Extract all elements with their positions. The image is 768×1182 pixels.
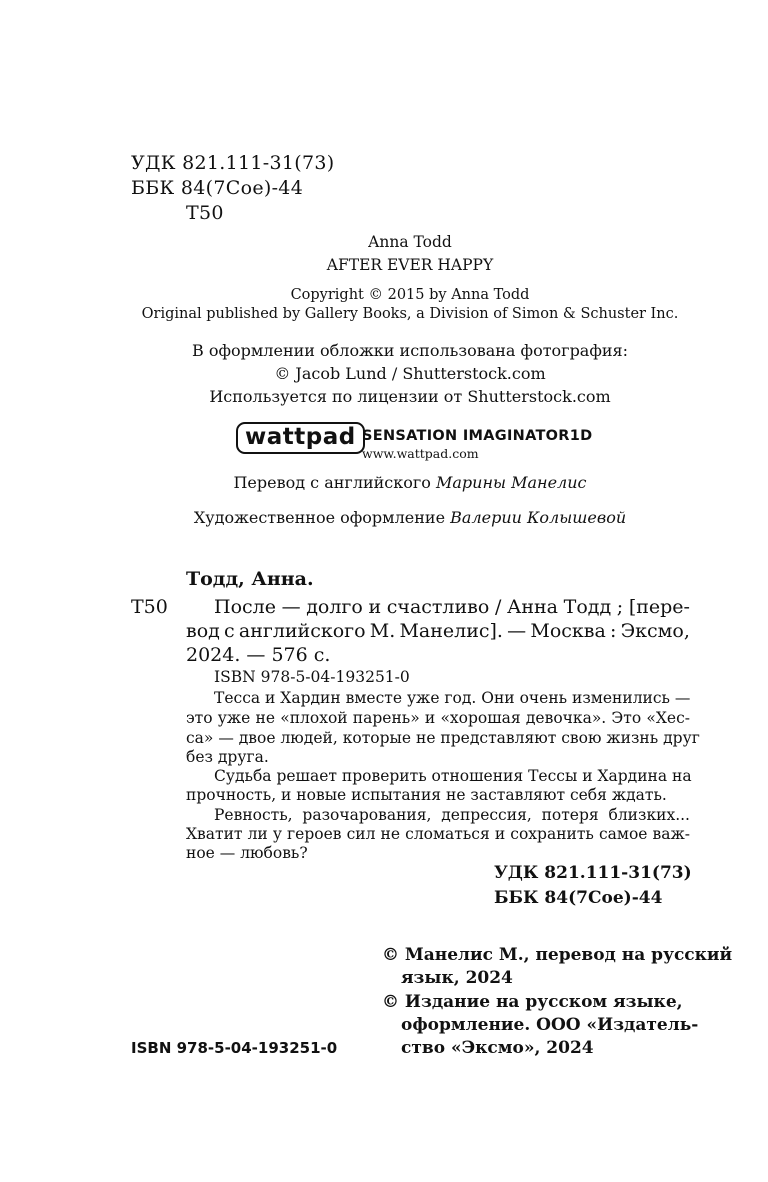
biblio-word: и [368, 596, 382, 618]
biblio-author: Тодд, Анна. [186, 568, 314, 590]
biblio-word: После [214, 596, 276, 618]
biblio-line-1 [214, 596, 690, 618]
design-credit [0, 508, 768, 527]
biblio-word: долго [306, 596, 363, 618]
annotation-line: Хватит ли у героев сил не сломаться и сохранить самое важ- [186, 825, 690, 843]
wattpad-tagline: SENSATION IMAGINATOR1D [362, 428, 593, 444]
translation-prefix: Перевод с английского [233, 473, 436, 492]
annotation-line: ное — любовь? [186, 844, 308, 862]
biblio-line-2 [186, 620, 690, 642]
biblio-word: / [494, 596, 502, 618]
rights-edition-l1: © Издание на русском языке, [382, 992, 683, 1012]
original-title: AFTER EVER HAPPY [326, 256, 494, 274]
rights-translation-l1: © Манелис М., перевод на русский [382, 945, 733, 965]
biblio-word: — [507, 620, 527, 642]
biblio-word: Тодд [563, 596, 612, 618]
biblio-word: : [609, 620, 617, 642]
copyright-line: Copyright © 2015 by Anna Todd [290, 287, 530, 303]
translation-credit [0, 473, 768, 492]
biblio-word: Анна [506, 596, 559, 618]
cover-credit-line1: В оформлении обложки использована фотография: [191, 341, 629, 360]
biblio-isbn: ISBN 978-5-04-193251-0 [214, 668, 410, 686]
annotation-line: без друга. [186, 748, 269, 766]
cover-credit-line2: © Jacob Lund / Shutterstock.com [274, 364, 546, 383]
annotation-line: Ревность, разочарования, депрессия, потеря близких... [214, 806, 690, 824]
biblio-word: — [281, 596, 301, 618]
footer-isbn: ISBN 978-5-04-193251-0 [131, 1039, 338, 1057]
design-prefix: Художественное оформление [193, 508, 451, 527]
biblio-word: английского [238, 620, 366, 642]
original-publisher: Original published by Gallery Books, a Division of Simon & Schuster Inc. [141, 306, 679, 322]
rights-translation-l2: язык, 2024 [401, 968, 513, 988]
biblio-word: Манелис]. [399, 620, 503, 642]
annotation-line: это уже не «плохой парень» и «хорошая девочка». Это «Хес- [186, 709, 690, 727]
wattpad-logo: wattpad [236, 422, 365, 454]
original-author: Anna Todd [368, 233, 452, 251]
biblio-word: М. [369, 620, 396, 642]
annotation-line: Судьба решает проверить отношения Тессы и Хардина на [214, 767, 692, 785]
biblio-word: вод [186, 620, 220, 642]
author-sign: Т50 [186, 202, 224, 224]
rights-edition-l3: ство «Эксмо», 2024 [401, 1038, 594, 1058]
biblio-code: Т50 [131, 596, 168, 618]
annotation-line [214, 689, 690, 707]
annotation-line: са» — двое людей, которые не представляют свою жизнь друг [186, 729, 700, 747]
biblio-word: Эксмо, [620, 620, 690, 642]
index-udk: УДК 821.111-31(73) [494, 863, 692, 883]
index-bbk: ББК 84(7Сое)-44 [494, 888, 663, 908]
rights-edition-l2: оформление. ООО «Издатель- [401, 1015, 699, 1035]
biblio-word: счастливо [386, 596, 490, 618]
translator-name: Марины Манелис [436, 473, 587, 492]
biblio-line-3: 2024. — 576 с. [186, 644, 331, 666]
annotation-text: Тесса и Хардин вместе уже год. Они очень изменились — [214, 689, 691, 707]
biblio-word: с [224, 620, 235, 642]
biblio-word: ; [616, 596, 624, 618]
annotation-line: прочность, и новые испытания не заставляют себя ждать. [186, 786, 667, 804]
bbk-code: ББК 84(7Сое)-44 [131, 177, 304, 199]
wattpad-url: www.wattpad.com [362, 446, 479, 461]
biblio-word: [пере- [628, 596, 690, 618]
udk-code: УДК 821.111-31(73) [131, 152, 335, 174]
designer-name: Валерии Колышевой [450, 508, 627, 527]
cover-credit-line3: Используется по лицензии от Shutterstock.com [209, 387, 611, 406]
biblio-word: Москва [530, 620, 606, 642]
